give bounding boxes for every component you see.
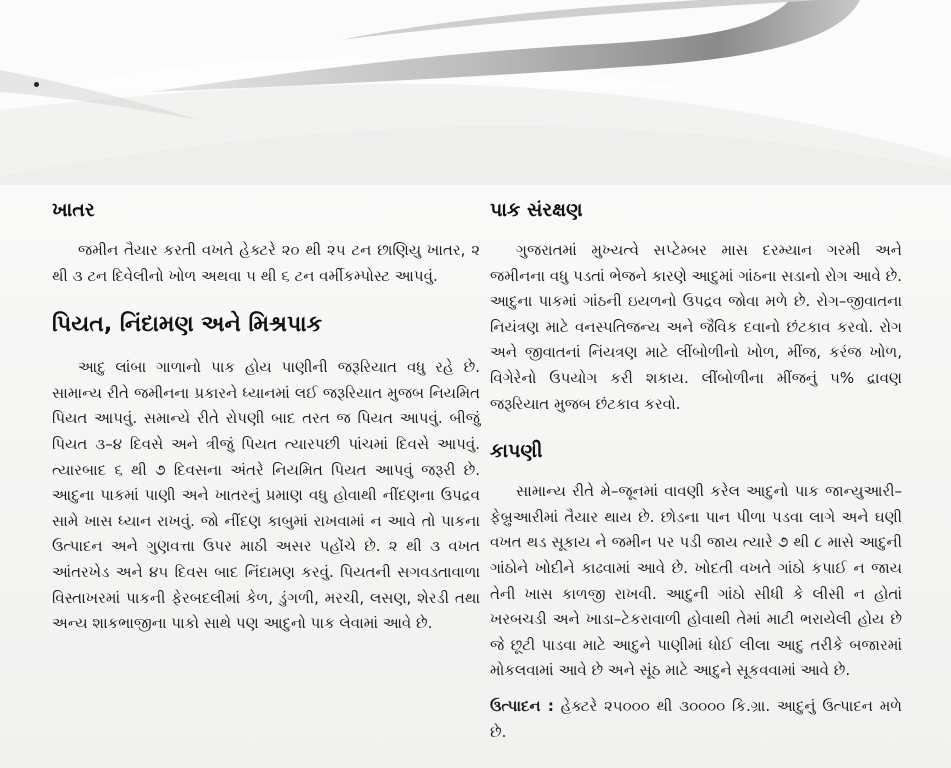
utpadan-paragraph xyxy=(490,694,902,745)
piyat-paragraph: આદુ લાંબા ગાળાનો પાક હોય પાણીની જરૂરિયાત વધુ રહે છે. સામાન્ય રીતે જમીનના પ્રકારને ધ્યાનમાં લઈ જરૂરિયાત મુજબ નિયમિત પિયત આપવું. સમાન્યે રીતે રોપણી બાદ તરત જ પિયત આપવું. બીજું પિયત ૩–૪ દિવસે અને ત્રીજું પિયત ત્યારપછી પાંચમાં દિવસે આપવું. ત્યારબાદ ૬ થી ૭ દિવસના અંતરે નિયમિત પિયત આપવું જરૂરી છે. આદુના પાકમાં પાણી અને ખાતરનું પ્રમાણ વધુ હોવાથી નીંદણના ઉપદ્રવ સામે ખાસ ધ્યાન રાખવું. જો નીંદણ કાબુમાં રાખવામાં ન આવે તો પાકના ઉત્પાદન અને ગુણવત્તા ઉપર માઠી અસર પહોંચે છે. ૨ થી ૩ વખત આંતરખેડ અને ૪૫ દિવસ બાદ નિંદામણ કરવું. પિયતની સગવડતાવાળા વિસ્તાખરમાં પાકની ફેરબદલીમાં કેળ, ડુંગળી, મરચી, લસણ, શેરડી તથા અન્ય શાકભાજીના પાકો સાથે પણ આદુનો પાક લેવામાં આવે છે. xyxy=(52,358,480,633)
right-column xyxy=(490,196,902,745)
utpadan-text: હેક્ટરે ૨૫૦૦૦ થી ૩૦૦૦૦ કિ.ગ્રા. આદુનું ઉત્પાદન મળે છે. xyxy=(490,696,902,741)
decorative-swoosh-banner xyxy=(0,0,951,185)
sanrakshan-heading: પાક સંરક્ષણ xyxy=(490,199,583,221)
bullet-dot xyxy=(34,82,39,87)
khatar-paragraph: જમીન તૈયાર કરતી વખતે હેક્ટરે ૨૦ થી ૨૫ ટન છાણિયુ ખાતર, ૨ થી ૩ ટન દિવેલીનો ખોળ અથવા ૫ થી ૬ ટન વર્મીકમ્પોસ્ટ આપવું. xyxy=(52,241,480,285)
sanrakshan-paragraph: ગુજરાતમાં મુખ્યત્વે સપ્ટેમ્બર માસ દરમ્યાન ગરમી અને જમીનના વધુ પડતાં ભેજને કારણે આદુમાં ગાંઠના સડાનો રોગ આવે છે. આદુના પાકમાં ગાંઠની ઇયળનો ઉપદ્રવ જોવા મળે છે. રોગ–જીવાતના નિયંત્રણ માટે વનસ્પતિજન્ય અને જૈવિક દવાનો છંટકાવ કરવો. રોગ અને જીવાતનાં નિંયત્રણ માટે લીંબોળીનો ખોળ, મીંજ, કરંજ ખોળ, વિગેરેનો ઉપયોગ કરી શકાય. લીંબોળીના મીંજનું ૫% દ્રાવણ જરૂરિયાત મુજબ છંટકાવ કરવો. xyxy=(490,241,902,413)
left-column xyxy=(52,196,480,637)
piyat-heading: પિયત, નિંદામણ અને મિશ્રપાક xyxy=(52,312,323,338)
kapani-paragraph: સામાન્ય રીતે મે–જૂનમાં વાવણી કરેલ આદુનો પાક જાન્યુઆરી–ફેબ્રુઆરીમાં તૈયાર થાય છે. છોડના પાન પીળા પડવા લાગે અને ઘણી વખત થડ સૂકાય ને જમીન પર પડી જાય ત્યારે ૭ થી ૮ માસે આદુની ગાંઠોને ખોદીને કાઢવામાં આવે છે. ખોદતી વખતે ગાંઠો કપાઈ ન જાય તેની ખાસ કાળજી રાખવી. આદુની ગાંઠો સીધી કે લીસી ન હોતાં ખરબચડી અને ખાડા–ટેકરાવાળી હોવાથી તેમાં માટી ભરાયેલી હોય છે જે છૂટી પાડવા માટે આદુને પાણીમાં ધોઈ લીલા આદુ તરીકે બજારમાં મોકલવામાં આવે છે અને સૂંઠ માટે આદુને સૂકવવામાં આવે છે. xyxy=(490,482,902,680)
kapani-heading: કાપણી xyxy=(490,440,543,463)
khatar-heading: ખાતર xyxy=(52,199,95,221)
utpadan-label: ઉત્પાદન : xyxy=(490,696,554,715)
